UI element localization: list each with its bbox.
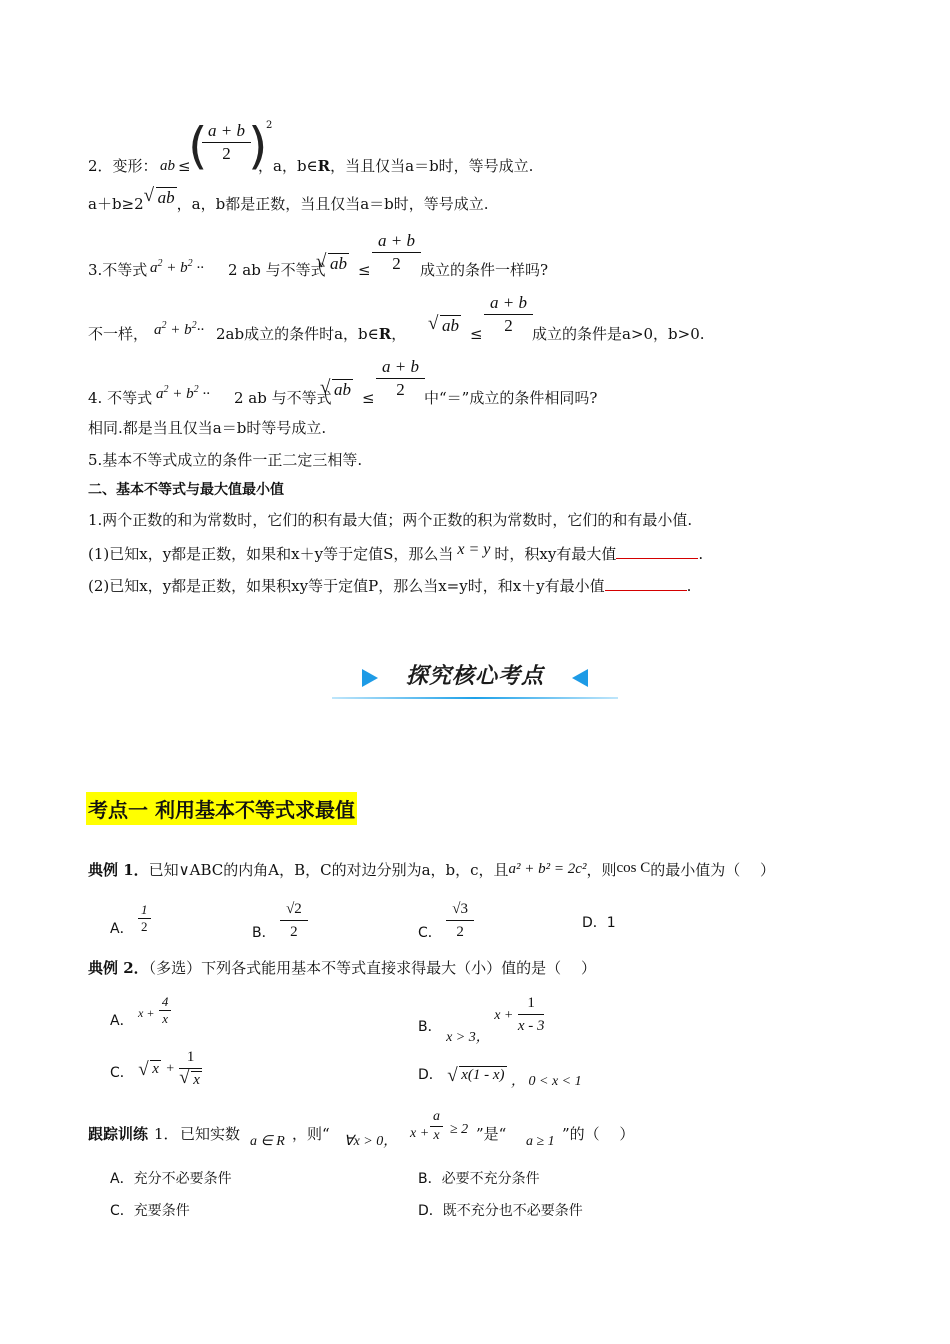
q3-le: ≤ bbox=[358, 261, 371, 279]
tr1-q2: a ≥ 1 bbox=[526, 1134, 555, 1149]
sqrt-x bbox=[179, 1069, 202, 1091]
p1a-eq: x = y bbox=[457, 541, 491, 558]
option-key: B． bbox=[252, 924, 276, 941]
opt-cond: ， 0 < x < 1 bbox=[511, 1074, 582, 1089]
opt-cond: x > 3， bbox=[446, 1029, 490, 1045]
paragraph-1: 1.两个正数的和为常数时，它们的积有最大值；两个正数的积为常数时，它们的和有最小值. bbox=[88, 511, 693, 529]
tr1-text2: ，则“ bbox=[292, 1125, 330, 1143]
option-text: 充要条件 bbox=[133, 1203, 190, 1219]
rest1: ，a，b∈ bbox=[258, 157, 318, 175]
a3-le: ≤ bbox=[470, 325, 483, 343]
a-var: a bbox=[150, 260, 158, 276]
geq: ·· bbox=[196, 322, 205, 338]
tr1-option-b[interactable] bbox=[418, 1168, 540, 1188]
num: 1 bbox=[518, 992, 545, 1015]
option-key: C． bbox=[418, 924, 442, 941]
tr1-pre: x + bbox=[410, 1126, 430, 1141]
tracking-label: 跟踪训练 bbox=[88, 1125, 149, 1143]
a3-sqrt bbox=[428, 316, 461, 336]
option-key: B． bbox=[418, 1171, 442, 1187]
rest2: ，当且仅当a＝b时，等号成立. bbox=[330, 157, 534, 175]
num: 1 bbox=[138, 902, 151, 919]
tr1-text3: ”是“ bbox=[476, 1125, 507, 1143]
num: 1 bbox=[179, 1046, 202, 1069]
q4-sqrt bbox=[320, 380, 353, 400]
exp: 2 bbox=[163, 384, 169, 395]
deform-label: 2．变形： bbox=[88, 157, 158, 175]
option-fraction bbox=[446, 898, 474, 943]
real-set: R bbox=[317, 157, 331, 175]
sqrt-x1x bbox=[447, 1067, 506, 1084]
q4-fraction bbox=[376, 356, 425, 401]
paragraph-1a bbox=[88, 541, 704, 565]
amgm-line bbox=[88, 188, 489, 214]
p1b-end: . bbox=[686, 577, 692, 595]
left-paren: ( bbox=[188, 117, 208, 175]
exp: 2 bbox=[161, 320, 167, 331]
frac-num: a + b bbox=[372, 230, 421, 253]
ex1-option-c[interactable] bbox=[418, 898, 474, 943]
option-key: A． bbox=[110, 1171, 134, 1187]
tracking-num: 1． bbox=[154, 1125, 179, 1143]
sqrt-ab bbox=[144, 188, 177, 208]
rad: x bbox=[152, 1060, 159, 1077]
ex1-text2: ，则 bbox=[586, 861, 617, 879]
sqrt-ab-rad: ab bbox=[157, 188, 175, 207]
q3-mid: 2 ab 与不等式 bbox=[228, 261, 326, 279]
answer-blank[interactable] bbox=[616, 544, 698, 559]
q4-ineq bbox=[156, 380, 210, 404]
option-key: D． bbox=[418, 1203, 443, 1219]
option-text: 充分不必要条件 bbox=[133, 1171, 232, 1187]
plus: + bbox=[166, 260, 177, 276]
tr1-text1: 已知实数 bbox=[180, 1125, 241, 1143]
example-2-label: 典例 2． bbox=[88, 959, 149, 977]
den: 2 bbox=[456, 924, 464, 940]
exp: 2 bbox=[193, 384, 199, 395]
option-key: D． bbox=[582, 915, 607, 931]
frac-num: a + b bbox=[202, 120, 251, 143]
ex2-option-d[interactable] bbox=[418, 1064, 582, 1089]
q4-pre: 4. 不等式 bbox=[88, 389, 153, 407]
q4-sqrt-rad: ab bbox=[334, 380, 351, 399]
q3-sqrt-rad: ab bbox=[330, 254, 347, 273]
option-fraction bbox=[159, 994, 172, 1027]
den bbox=[179, 1069, 202, 1091]
den: 2 bbox=[290, 924, 298, 940]
tr1-option-d[interactable] bbox=[418, 1200, 583, 1220]
a3-sqrt-rad: ab bbox=[442, 316, 459, 335]
answer-4: 相同.都是当且仅当a＝b时等号成立. bbox=[88, 419, 327, 437]
ex2-option-b[interactable] bbox=[418, 992, 545, 1045]
q3-post: 成立的条件一样吗? bbox=[420, 261, 549, 279]
ex1-formula: a² + b² = 2c² bbox=[508, 861, 587, 877]
geq: ·· bbox=[196, 260, 204, 276]
tr1-cond: a ∈ R bbox=[250, 1134, 285, 1149]
b-var: b bbox=[180, 260, 188, 276]
option-key: B． bbox=[418, 1018, 442, 1035]
ex1-option-d[interactable] bbox=[582, 912, 616, 932]
option-text: 既不充分也不必要条件 bbox=[442, 1203, 583, 1219]
right-paren: ) bbox=[248, 117, 268, 175]
q4-post: 中“＝”成立的条件相同吗? bbox=[424, 389, 598, 407]
triangle-left-icon bbox=[572, 669, 588, 687]
ex2-option-c[interactable] bbox=[110, 1046, 202, 1091]
rad: x(1 - x) bbox=[461, 1067, 505, 1083]
tr1-option-c[interactable] bbox=[110, 1200, 190, 1220]
num: √2 bbox=[280, 898, 308, 921]
den: x bbox=[162, 1011, 169, 1026]
frac-den: 2 bbox=[392, 254, 401, 273]
amgm-pre: a＋b≥2 bbox=[88, 195, 144, 213]
option-fraction bbox=[138, 902, 151, 935]
plus: + bbox=[170, 322, 181, 338]
deform-le: ≤ bbox=[178, 157, 191, 175]
q4-le: ≤ bbox=[362, 389, 375, 407]
q3-sqrt bbox=[316, 254, 349, 274]
q3-ineq bbox=[150, 254, 204, 278]
banner-title: 探究核心考点 bbox=[405, 664, 544, 689]
ex1-option-a[interactable] bbox=[110, 902, 151, 935]
rad: x bbox=[193, 1072, 200, 1088]
tr1-option-a[interactable] bbox=[110, 1168, 232, 1188]
deform-exponent: 2 bbox=[266, 120, 273, 131]
a3-fraction bbox=[484, 292, 533, 337]
num: a bbox=[430, 1108, 443, 1127]
a3-mid: 2ab成立的条件时a，b∈ bbox=[216, 325, 379, 343]
frac-den: 2 bbox=[222, 144, 231, 163]
option-key: D． bbox=[418, 1067, 443, 1083]
ex2-option-a[interactable] bbox=[110, 994, 171, 1027]
option-fraction bbox=[518, 992, 545, 1037]
point-5: 5.基本不等式成立的条件一正二定三相等. bbox=[88, 451, 363, 469]
opt-pre: x + bbox=[494, 1007, 514, 1023]
p1a-end: . bbox=[698, 545, 704, 563]
tr1-q1: ∀x > 0， bbox=[344, 1134, 398, 1149]
opt-pre: x + bbox=[138, 1005, 155, 1020]
deform-rest bbox=[258, 156, 533, 176]
q3-pre: 3.不等式 bbox=[88, 261, 148, 279]
b-var: b bbox=[186, 386, 194, 402]
a3-comma: ， bbox=[391, 325, 407, 343]
ex1-text3: 的最小值为（ ） bbox=[650, 861, 775, 879]
tr1-fraction bbox=[430, 1108, 443, 1145]
example-1-label: 典例 1． bbox=[88, 861, 149, 879]
option-text: 必要不充分条件 bbox=[441, 1171, 540, 1187]
num: 4 bbox=[159, 994, 172, 1011]
deform-ab: ab bbox=[160, 158, 175, 174]
ex1-cos: cos C bbox=[616, 860, 651, 876]
paragraph-1b bbox=[88, 576, 691, 596]
den: x - 3 bbox=[517, 1018, 545, 1034]
den: 2 bbox=[141, 919, 148, 934]
banner-underline bbox=[332, 697, 618, 699]
option-fraction bbox=[280, 898, 308, 943]
frac-num: a + b bbox=[376, 356, 425, 379]
a3-post: 成立的条件是a>0，b>0. bbox=[532, 325, 705, 343]
real-set: R bbox=[378, 325, 392, 343]
answer-blank[interactable] bbox=[605, 576, 687, 591]
b-var: b bbox=[184, 322, 192, 338]
frac-den: 2 bbox=[396, 380, 405, 399]
a-var: a bbox=[154, 322, 162, 338]
section-2-heading: 二、基本不等式与最大值最小值 bbox=[88, 482, 284, 498]
a3-ineq bbox=[154, 316, 204, 340]
a3-pre: 不一样， bbox=[88, 325, 149, 343]
q3-fraction bbox=[372, 230, 421, 275]
den: x bbox=[433, 1128, 440, 1143]
example-1 bbox=[88, 860, 775, 881]
option-key: A． bbox=[110, 1012, 134, 1029]
option-key: C． bbox=[110, 1203, 134, 1219]
p1b-pre: (2)已知x，y都是正数，如果积xy等于定值P，那么当x=y时，和x＋y有最小值 bbox=[88, 577, 605, 595]
exp: 2 bbox=[157, 258, 163, 269]
example-2 bbox=[88, 958, 596, 978]
a-var: a bbox=[156, 386, 164, 402]
ex1-option-b[interactable] bbox=[252, 898, 308, 943]
frac-den: 2 bbox=[504, 316, 513, 335]
tr1-text4: ”的（ ） bbox=[562, 1125, 635, 1143]
section-banner bbox=[332, 655, 618, 701]
num: √3 bbox=[446, 898, 474, 921]
option-fraction bbox=[179, 1046, 202, 1091]
a3-mid-wrap bbox=[216, 324, 406, 344]
option-key: A． bbox=[110, 920, 134, 937]
exp: 2 bbox=[191, 320, 197, 331]
q4-mid: 2 ab 与不等式 bbox=[234, 389, 332, 407]
tr1-ge: ≥ 2 bbox=[450, 1122, 469, 1137]
topic-1-heading: 考点一 利用基本不等式求最值 bbox=[86, 792, 357, 825]
deform-fraction bbox=[202, 120, 251, 165]
ex2-text: （多选）下列各式能用基本不等式直接求得最大（小）值的是（ ） bbox=[148, 959, 596, 977]
sqrt-x bbox=[138, 1061, 161, 1078]
frac-num: a + b bbox=[484, 292, 533, 315]
option-value: 1 bbox=[606, 915, 616, 931]
plus: + bbox=[165, 1061, 175, 1077]
geq: ·· bbox=[202, 386, 210, 402]
p1a-post: 时，积xy有最大值 bbox=[494, 545, 617, 563]
amgm-rest: ，a，b都是正数，当且仅当a＝b时，等号成立. bbox=[176, 195, 489, 213]
p1a-pre: (1)已知x，y都是正数，如果和x＋y等于定值S，那么当 bbox=[88, 545, 454, 563]
option-key: C． bbox=[110, 1064, 134, 1081]
exp: 2 bbox=[187, 258, 193, 269]
ex1-text1: 已知∨ABC的内角A，B，C的对边分别为a，b，c，且 bbox=[148, 861, 509, 879]
plus: + bbox=[172, 386, 183, 402]
